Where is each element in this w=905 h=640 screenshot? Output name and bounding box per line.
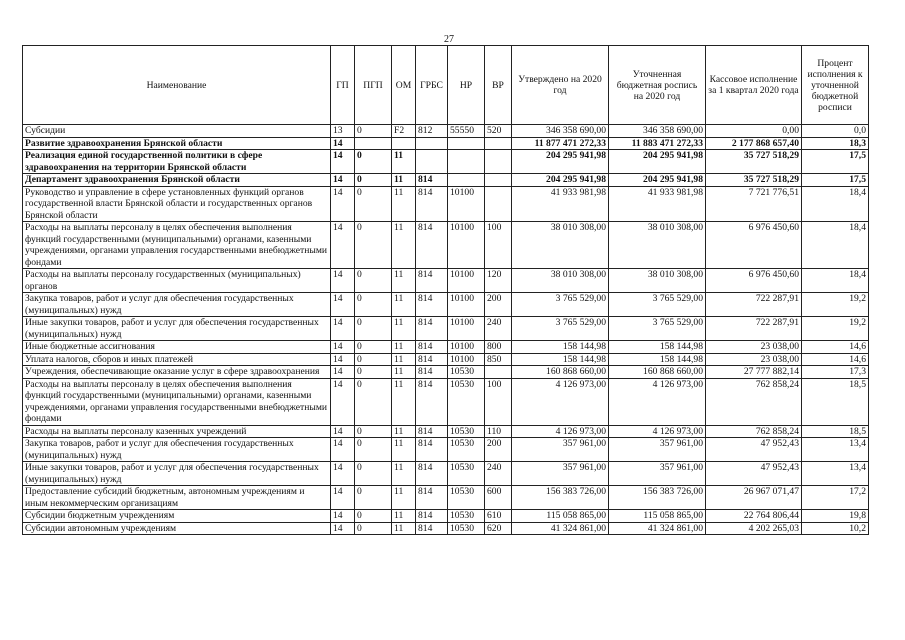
cell-pgp: 0 [355, 317, 392, 341]
cell-grbs: 814 [416, 510, 448, 523]
table-row [23, 462, 869, 486]
cell-cash: 722 287,91 [706, 317, 802, 341]
table-row [23, 137, 869, 150]
cell-refined: 3 765 529,00 [609, 293, 706, 317]
cell-nr: 10100 [448, 341, 485, 354]
cell-grbs: 814 [416, 366, 448, 379]
cell-vr: 600 [485, 486, 512, 510]
cell-gp: 14 [331, 293, 355, 317]
cell-vr: 610 [485, 510, 512, 523]
cell-vr [485, 186, 512, 222]
cell-vr: 100 [485, 378, 512, 425]
header-cash: Кассовое исполнение за 1 квартал 2020 года [706, 46, 802, 125]
cell-gp: 14 [331, 378, 355, 425]
cell-gp: 14 [331, 366, 355, 379]
cell-gp: 14 [331, 186, 355, 222]
table-row [23, 425, 869, 438]
cell-vr: 520 [485, 125, 512, 138]
cell-refined: 38 010 308,00 [609, 269, 706, 293]
header-vr: ВР [485, 46, 512, 125]
cell-vr [485, 150, 512, 174]
cell-approved: 3 765 529,00 [512, 317, 609, 341]
cell-om: 11 [392, 366, 416, 379]
cell-grbs: 814 [416, 353, 448, 366]
cell-approved: 4 126 973,00 [512, 425, 609, 438]
cell-percent: 18,5 [802, 378, 869, 425]
cell-pgp: 0 [355, 293, 392, 317]
cell-grbs: 814 [416, 378, 448, 425]
cell-percent: 0,0 [802, 125, 869, 138]
cell-grbs: 814 [416, 222, 448, 269]
cell-grbs: 814 [416, 486, 448, 510]
header-nr: НР [448, 46, 485, 125]
cell-name: Субсидии бюджетным учреждениям [23, 510, 331, 523]
cell-nr: 10530 [448, 425, 485, 438]
cell-percent: 18,4 [802, 186, 869, 222]
cell-name: Руководство и управление в сфере установленных функций органов государственной власти Брянской области и государственных органов Брянской области [23, 186, 331, 222]
cell-refined: 38 010 308,00 [609, 222, 706, 269]
cell-vr: 800 [485, 341, 512, 354]
cell-cash: 22 764 806,44 [706, 510, 802, 523]
cell-gp: 14 [331, 486, 355, 510]
cell-name: Учреждения, обеспечивающие оказание услуг в сфере здравоохранения [23, 366, 331, 379]
cell-percent: 13,4 [802, 462, 869, 486]
header-row [23, 46, 869, 125]
cell-approved: 158 144,98 [512, 341, 609, 354]
cell-nr: 10100 [448, 186, 485, 222]
cell-approved: 160 868 660,00 [512, 366, 609, 379]
cell-vr: 620 [485, 522, 512, 535]
cell-vr: 850 [485, 353, 512, 366]
cell-grbs: 814 [416, 341, 448, 354]
cell-percent: 18,3 [802, 137, 869, 150]
cell-nr: 10100 [448, 269, 485, 293]
cell-cash: 26 967 071,47 [706, 486, 802, 510]
cell-cash: 47 952,43 [706, 462, 802, 486]
cell-cash: 6 976 450,60 [706, 269, 802, 293]
cell-om: 11 [392, 293, 416, 317]
cell-percent: 17,3 [802, 366, 869, 379]
cell-om: 11 [392, 174, 416, 187]
cell-grbs: 814 [416, 462, 448, 486]
cell-nr: 55550 [448, 125, 485, 138]
cell-name: Уплата налогов, сборов и иных платежей [23, 353, 331, 366]
cell-percent: 19,2 [802, 293, 869, 317]
cell-cash: 762 858,24 [706, 425, 802, 438]
cell-pgp: 0 [355, 353, 392, 366]
cell-percent: 18,5 [802, 425, 869, 438]
cell-om: F2 [392, 125, 416, 138]
cell-vr: 120 [485, 269, 512, 293]
cell-pgp: 0 [355, 125, 392, 138]
cell-percent: 19,2 [802, 317, 869, 341]
cell-cash: 722 287,91 [706, 293, 802, 317]
table-row [23, 269, 869, 293]
cell-pgp [355, 137, 392, 150]
cell-percent: 13,4 [802, 438, 869, 462]
cell-cash: 762 858,24 [706, 378, 802, 425]
cell-grbs [416, 150, 448, 174]
cell-gp: 14 [331, 317, 355, 341]
cell-percent: 17,5 [802, 150, 869, 174]
cell-cash: 35 727 518,29 [706, 150, 802, 174]
header-percent: Процент исполнения к уточненной бюджетной росписи [802, 46, 869, 125]
cell-nr: 10100 [448, 317, 485, 341]
cell-name: Иные бюджетные ассигнования [23, 341, 331, 354]
cell-om: 11 [392, 486, 416, 510]
cell-pgp: 0 [355, 486, 392, 510]
cell-refined: 160 868 660,00 [609, 366, 706, 379]
cell-gp: 14 [331, 341, 355, 354]
header-refined: Уточненная бюджетная роспись на 2020 год [609, 46, 706, 125]
cell-percent: 10,2 [802, 522, 869, 535]
cell-nr [448, 137, 485, 150]
cell-name: Развитие здравоохранения Брянской области [23, 137, 331, 150]
cell-approved: 158 144,98 [512, 353, 609, 366]
cell-pgp: 0 [355, 438, 392, 462]
header-pgp: ПГП [355, 46, 392, 125]
cell-pgp: 0 [355, 378, 392, 425]
table-row [23, 438, 869, 462]
cell-name: Субсидии [23, 125, 331, 138]
cell-nr: 10530 [448, 462, 485, 486]
table-row [23, 186, 869, 222]
cell-cash: 7 721 776,51 [706, 186, 802, 222]
cell-name: Департамент здравоохранения Брянской области [23, 174, 331, 187]
table-row [23, 522, 869, 535]
cell-percent: 17,5 [802, 174, 869, 187]
cell-name: Иные закупки товаров, работ и услуг для обеспечения государственных (муниципальных) нужд [23, 462, 331, 486]
cell-grbs: 814 [416, 293, 448, 317]
cell-refined: 158 144,98 [609, 353, 706, 366]
cell-om: 11 [392, 222, 416, 269]
cell-grbs: 814 [416, 317, 448, 341]
cell-pgp: 0 [355, 174, 392, 187]
cell-refined: 115 058 865,00 [609, 510, 706, 523]
cell-gp: 14 [331, 174, 355, 187]
budget-table [22, 45, 869, 535]
cell-refined: 4 126 973,00 [609, 378, 706, 425]
cell-cash: 6 976 450,60 [706, 222, 802, 269]
cell-gp: 14 [331, 425, 355, 438]
cell-nr: 10100 [448, 353, 485, 366]
cell-om: 11 [392, 353, 416, 366]
cell-om: 11 [392, 186, 416, 222]
cell-grbs: 812 [416, 125, 448, 138]
cell-cash: 23 038,00 [706, 341, 802, 354]
table-row [23, 353, 869, 366]
cell-refined: 357 961,00 [609, 462, 706, 486]
cell-vr: 240 [485, 462, 512, 486]
cell-percent: 18,4 [802, 222, 869, 269]
cell-name: Расходы на выплаты персоналу в целях обеспечения выполнения функций государственными (муниципальными) органами, казенными учреждениями, органами управления государственными внебюджетными фондами [23, 378, 331, 425]
cell-grbs: 814 [416, 174, 448, 187]
cell-pgp: 0 [355, 186, 392, 222]
cell-om: 11 [392, 510, 416, 523]
cell-gp: 14 [331, 269, 355, 293]
cell-refined: 158 144,98 [609, 341, 706, 354]
cell-grbs [416, 137, 448, 150]
cell-approved: 38 010 308,00 [512, 222, 609, 269]
cell-vr: 110 [485, 425, 512, 438]
header-name: Наименование [23, 46, 331, 125]
cell-name: Субсидии автономным учреждениям [23, 522, 331, 535]
cell-cash: 47 952,43 [706, 438, 802, 462]
cell-nr: 10530 [448, 510, 485, 523]
cell-nr: 10530 [448, 438, 485, 462]
cell-pgp: 0 [355, 269, 392, 293]
table-row [23, 150, 869, 174]
cell-name: Расходы на выплаты персоналу казенных учреждений [23, 425, 331, 438]
header-approved: Утверждено на 2020 год [512, 46, 609, 125]
cell-approved: 357 961,00 [512, 438, 609, 462]
cell-name: Закупка товаров, работ и услуг для обеспечения государственных (муниципальных) нужд [23, 293, 331, 317]
table-row [23, 293, 869, 317]
table-row [23, 317, 869, 341]
cell-pgp: 0 [355, 462, 392, 486]
cell-gp: 14 [331, 522, 355, 535]
cell-approved: 204 295 941,98 [512, 150, 609, 174]
cell-refined: 3 765 529,00 [609, 317, 706, 341]
cell-vr [485, 137, 512, 150]
cell-percent: 14,6 [802, 341, 869, 354]
cell-approved: 156 383 726,00 [512, 486, 609, 510]
cell-om: 11 [392, 341, 416, 354]
cell-nr: 10530 [448, 366, 485, 379]
cell-vr: 240 [485, 317, 512, 341]
cell-nr: 10100 [448, 293, 485, 317]
cell-name: Расходы на выплаты персоналу государственных (муниципальных) органов [23, 269, 331, 293]
cell-gp: 14 [331, 222, 355, 269]
cell-grbs: 814 [416, 425, 448, 438]
cell-refined: 156 383 726,00 [609, 486, 706, 510]
cell-approved: 115 058 865,00 [512, 510, 609, 523]
cell-gp: 14 [331, 438, 355, 462]
cell-name: Реализация единой государственной политики в сфере здравоохранения на территории Брянской области [23, 150, 331, 174]
cell-pgp: 0 [355, 425, 392, 438]
cell-percent: 18,4 [802, 269, 869, 293]
cell-grbs: 814 [416, 438, 448, 462]
table-row [23, 341, 869, 354]
cell-name: Расходы на выплаты персоналу в целях обеспечения выполнения функций государственными (муниципальными) органами, казенными учреждениями, органами управления государственными внебюджетными фондами [23, 222, 331, 269]
cell-approved: 357 961,00 [512, 462, 609, 486]
cell-grbs: 814 [416, 522, 448, 535]
cell-approved: 204 295 941,98 [512, 174, 609, 187]
cell-refined: 41 933 981,98 [609, 186, 706, 222]
cell-cash: 27 777 882,14 [706, 366, 802, 379]
cell-name: Закупка товаров, работ и услуг для обеспечения государственных (муниципальных) нужд [23, 438, 331, 462]
cell-grbs: 814 [416, 186, 448, 222]
cell-vr [485, 174, 512, 187]
cell-approved: 346 358 690,00 [512, 125, 609, 138]
cell-percent: 17,2 [802, 486, 869, 510]
cell-nr [448, 150, 485, 174]
table-row [23, 510, 869, 523]
cell-om: 11 [392, 150, 416, 174]
cell-gp: 14 [331, 462, 355, 486]
cell-gp: 14 [331, 150, 355, 174]
cell-percent: 14,6 [802, 353, 869, 366]
cell-gp: 14 [331, 510, 355, 523]
cell-nr: 10530 [448, 522, 485, 535]
cell-vr [485, 366, 512, 379]
header-grbs: ГРБС [416, 46, 448, 125]
cell-refined: 204 295 941,98 [609, 174, 706, 187]
cell-cash: 2 177 868 657,40 [706, 137, 802, 150]
cell-cash: 23 038,00 [706, 353, 802, 366]
table-row [23, 174, 869, 187]
cell-grbs: 814 [416, 269, 448, 293]
header-gp: ГП [331, 46, 355, 125]
cell-approved: 3 765 529,00 [512, 293, 609, 317]
cell-om: 11 [392, 317, 416, 341]
cell-approved: 41 933 981,98 [512, 186, 609, 222]
cell-approved: 11 877 471 272,33 [512, 137, 609, 150]
table-row [23, 378, 869, 425]
page-number: 27 [444, 34, 454, 45]
cell-nr [448, 174, 485, 187]
cell-cash: 0,00 [706, 125, 802, 138]
cell-percent: 19,8 [802, 510, 869, 523]
cell-cash: 4 202 265,03 [706, 522, 802, 535]
cell-om: 11 [392, 438, 416, 462]
cell-refined: 204 295 941,98 [609, 150, 706, 174]
cell-pgp: 0 [355, 510, 392, 523]
cell-refined: 346 358 690,00 [609, 125, 706, 138]
cell-refined: 11 883 471 272,33 [609, 137, 706, 150]
table-row [23, 366, 869, 379]
cell-nr: 10530 [448, 378, 485, 425]
cell-vr: 200 [485, 293, 512, 317]
cell-name: Предоставление субсидий бюджетным, автономным учреждениям и иным некоммерческим организациям [23, 486, 331, 510]
cell-cash: 35 727 518,29 [706, 174, 802, 187]
cell-pgp: 0 [355, 366, 392, 379]
cell-om [392, 137, 416, 150]
cell-om: 11 [392, 522, 416, 535]
cell-refined: 4 126 973,00 [609, 425, 706, 438]
table-row [23, 125, 869, 138]
cell-pgp: 0 [355, 150, 392, 174]
table-row [23, 486, 869, 510]
cell-om: 11 [392, 462, 416, 486]
cell-gp: 14 [331, 137, 355, 150]
cell-pgp: 0 [355, 341, 392, 354]
cell-om: 11 [392, 269, 416, 293]
cell-approved: 38 010 308,00 [512, 269, 609, 293]
cell-gp: 14 [331, 353, 355, 366]
cell-pgp: 0 [355, 522, 392, 535]
cell-gp: 13 [331, 125, 355, 138]
header-om: ОМ [392, 46, 416, 125]
cell-nr: 10100 [448, 222, 485, 269]
cell-om: 11 [392, 378, 416, 425]
cell-vr: 100 [485, 222, 512, 269]
cell-name: Иные закупки товаров, работ и услуг для обеспечения государственных (муниципальных) нужд [23, 317, 331, 341]
cell-refined: 357 961,00 [609, 438, 706, 462]
cell-nr: 10530 [448, 486, 485, 510]
cell-refined: 41 324 861,00 [609, 522, 706, 535]
cell-om: 11 [392, 425, 416, 438]
table-body [23, 125, 869, 535]
cell-vr: 200 [485, 438, 512, 462]
table-row [23, 222, 869, 269]
cell-approved: 4 126 973,00 [512, 378, 609, 425]
cell-pgp: 0 [355, 222, 392, 269]
cell-approved: 41 324 861,00 [512, 522, 609, 535]
